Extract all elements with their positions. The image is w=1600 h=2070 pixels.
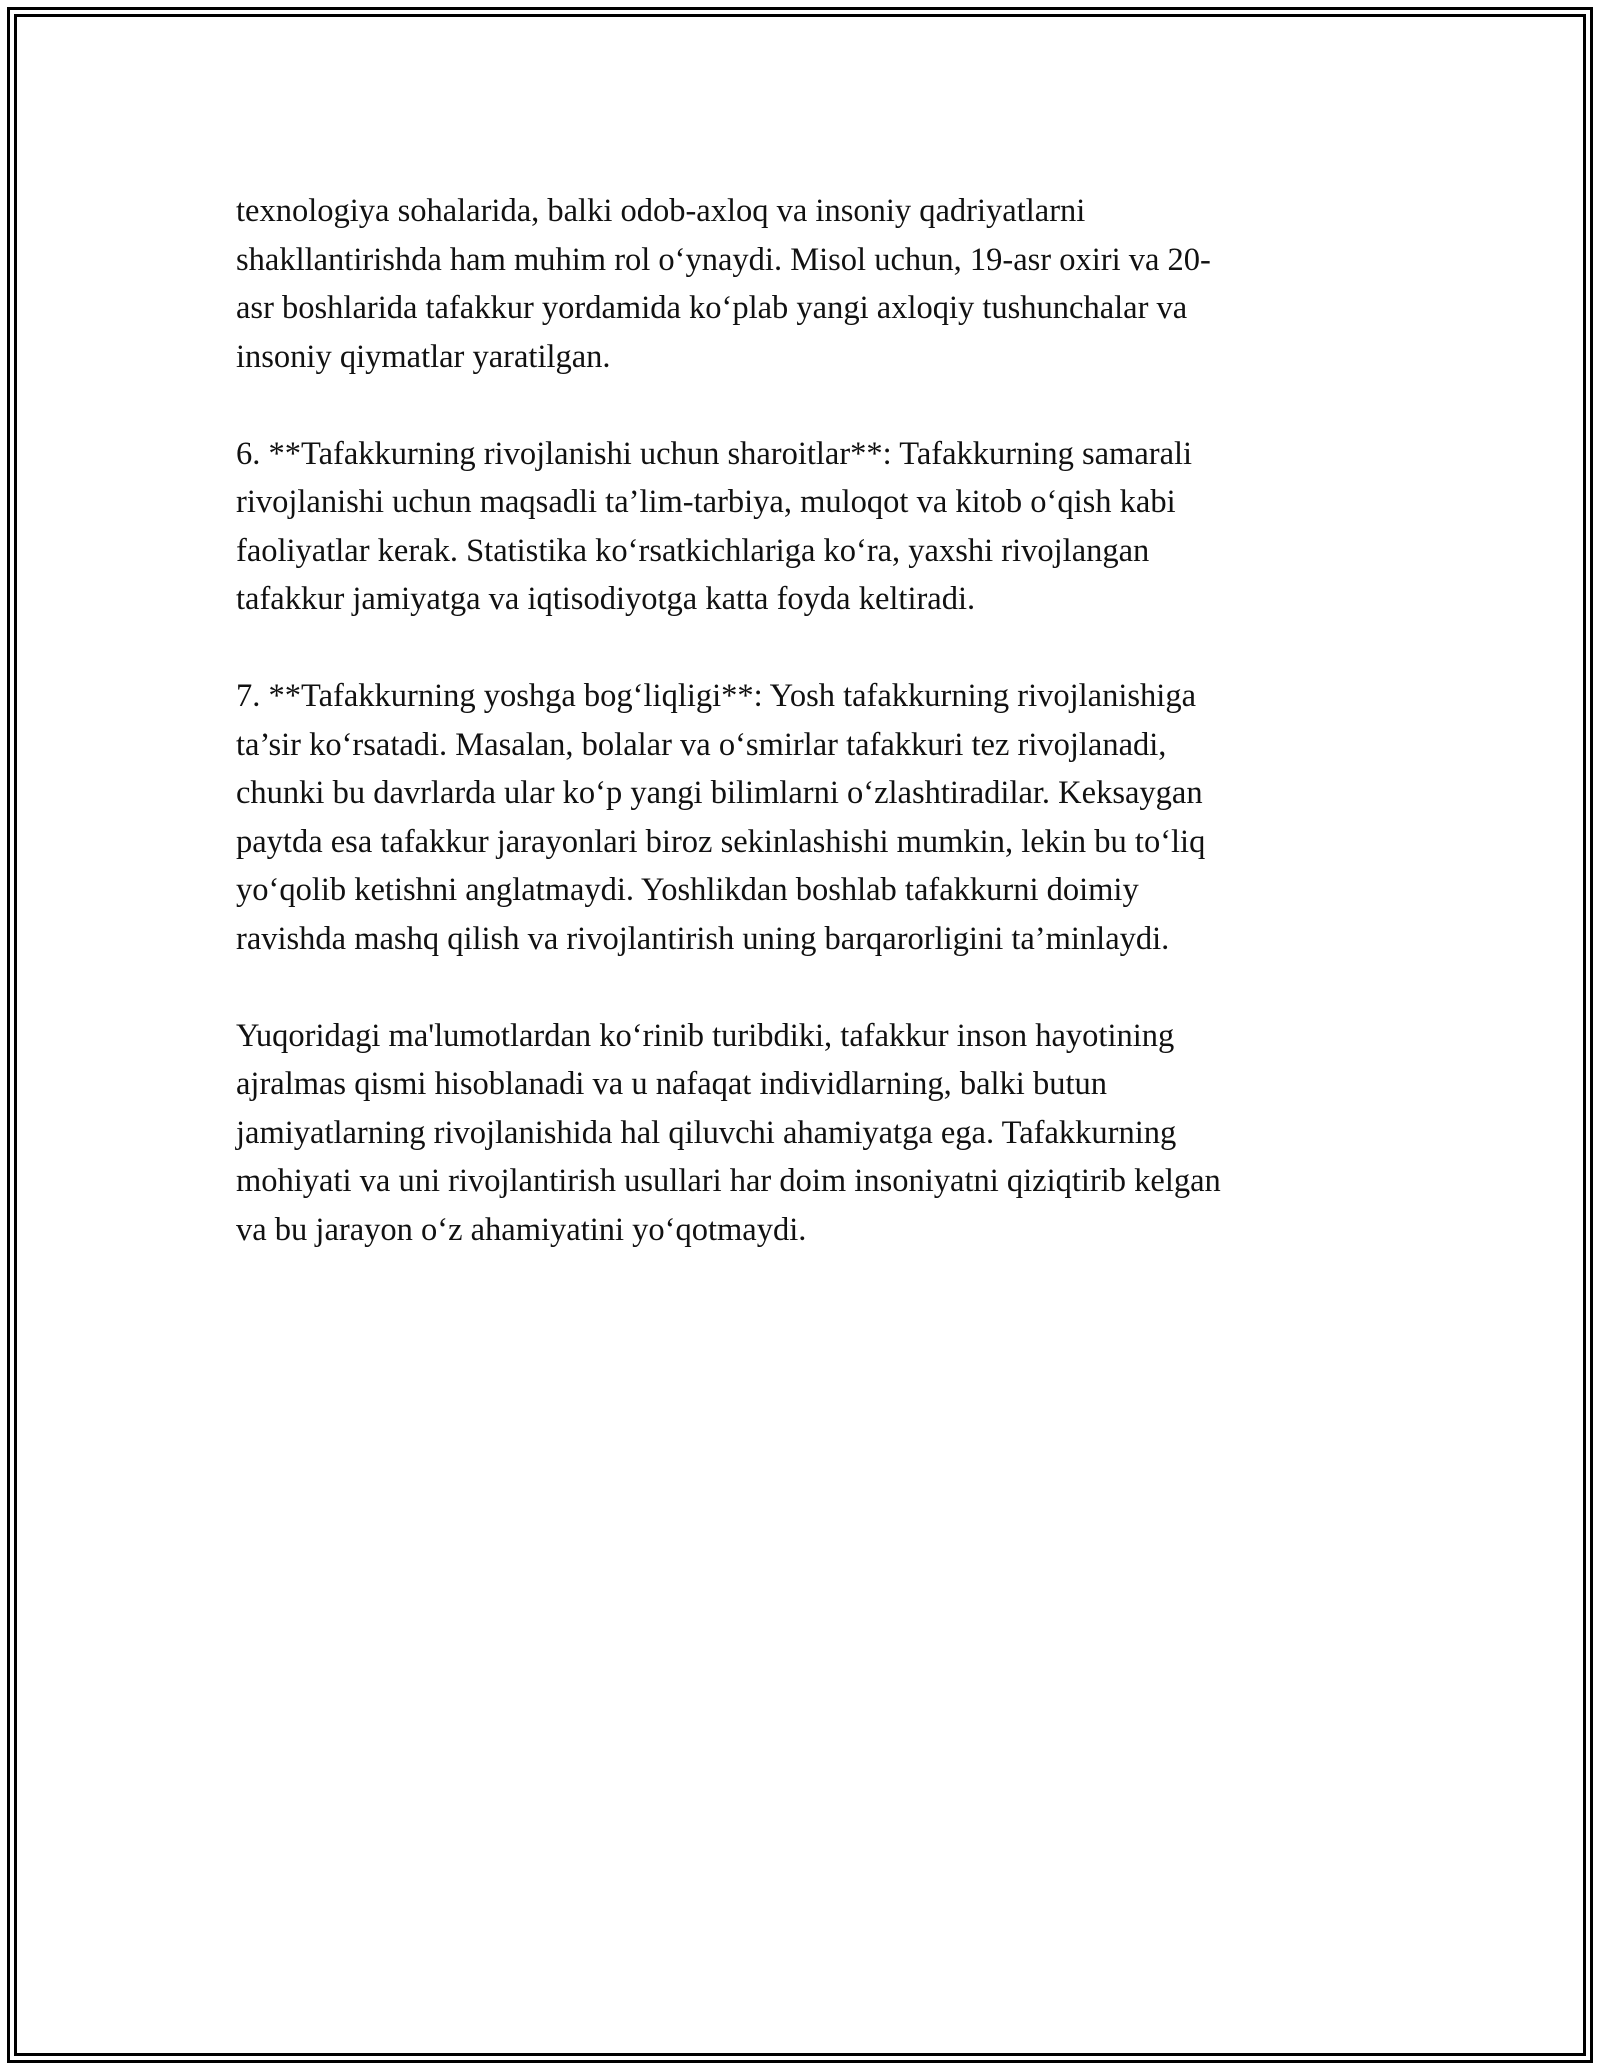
text-line: texnologiya sohalarida, balki odob-axloq va insoniy qadriyatlarni: [236, 193, 1086, 229]
paragraph-item-6: [236, 430, 1356, 624]
text-line: 7. **Tafakkurning yoshga bog‘liqligi**: Yosh tafakkurning rivojlanishiga: [236, 678, 1196, 714]
text-line: yo‘qolib ketishni anglatmaydi. Yoshlikdan boshlab tafakkurni doimiy: [236, 872, 1139, 908]
text-line: ajralmas qismi hisoblanadi va u nafaqat individlarning, balki butun: [236, 1066, 1107, 1102]
text-line: asr boshlarida tafakkur yordamida ko‘plab yangi axloqiy tushunchalar va: [236, 290, 1188, 326]
text-line: tafakkur jamiyatga va iqtisodiyotga katta foyda keltiradi.: [236, 581, 976, 617]
text-line: chunki bu davrlarda ular ko‘p yangi bilimlarni o‘zlashtiradilar. Keksaygan: [236, 775, 1203, 811]
text-line: shakllantirishda ham muhim rol o‘ynaydi. Misol uchun, 19-asr oxiri va 20-: [236, 241, 1211, 278]
document-body: [236, 187, 1356, 1303]
text-line: va bu jarayon o‘z ahamiyatini yo‘qotmaydi.: [236, 1211, 807, 1248]
text-line: mohiyati va uni rivojlantirish usullari har doim insoniyatni qiziqtirib kelgan: [236, 1163, 1221, 1199]
text-line: insoniy qiymatlar yaratilgan.: [236, 338, 611, 375]
text-line: faoliyatlar kerak. Statistika ko‘rsatkichlariga ko‘ra, yaxshi rivojlangan: [236, 532, 1150, 569]
text-line: rivojlanishi uchun maqsadli ta’lim-tarbiya, muloqot va kitob o‘qish kabi: [236, 484, 1176, 520]
paragraph-item-7: [236, 672, 1356, 963]
text-line: jamiyatlarning rivojlanishida hal qiluvchi ahamiyatga ega. Tafakkurning: [236, 1114, 1177, 1151]
text-line: paytda esa tafakkur jarayonlari biroz sekinlashishi mumkin, lekin bu to‘liq: [236, 823, 1206, 860]
text-line: Yuqoridagi ma'lumotlardan ko‘rinib turibdiki, tafakkur inson hayotining: [236, 1017, 1175, 1054]
paragraph-conclusion: [236, 1012, 1356, 1255]
text-line: 6. **Tafakkurning rivojlanishi uchun sharoitlar**: Tafakkurning samarali: [236, 435, 1193, 472]
text-line: ta’sir ko‘rsatadi. Masalan, bolalar va o‘smirlar tafakkuri tez rivojlanadi,: [236, 726, 1167, 763]
text-line: ravishda mashq qilish va rivojlantirish uning barqarorligini ta’minlaydi.: [236, 920, 1170, 957]
paragraph-continuation: [236, 187, 1356, 381]
